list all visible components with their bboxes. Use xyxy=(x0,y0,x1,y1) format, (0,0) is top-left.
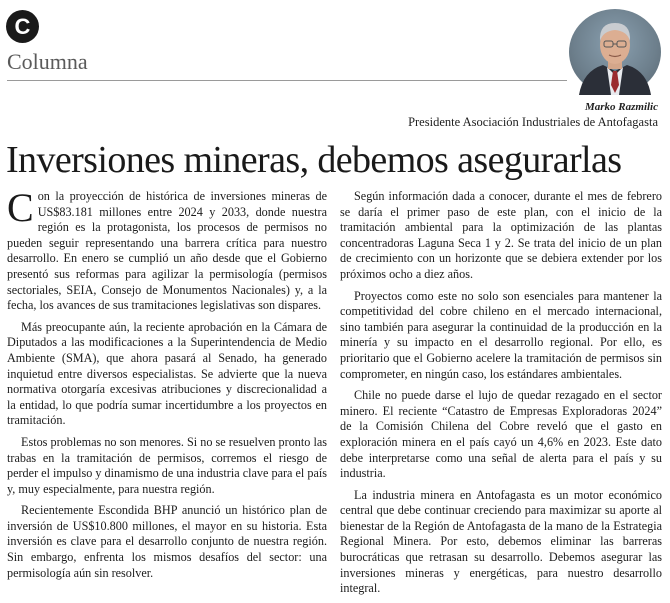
column-badge: C xyxy=(6,10,39,43)
paragraph: La industria minera en Antofagasta es un motor económico central que debe continuar creciendo para maximizar su aporte al bienestar de la Región de Antofagasta de la mano de la Estrategia Regional Minera. Por esto, debemos eliminar las barreras burocráticas que retrasan su desarrollo. Debemos asegurar las inversiones mineras y energéticas, para nuestro desarrollo integral. xyxy=(340,487,662,596)
article-headline: Inversiones mineras, debemos asegurarlas xyxy=(6,139,622,181)
paragraph: Más preocupante aún, la reciente aprobación en la Cámara de Diputados a las modificaciones a la Superintendencia de Medio Ambiente (SMA), que ahora pasará al Senado, ha generado inquietud entre diversos especialistas. Se advierte que la nueva normativa otorgaría excesivas atribuciones y discrecionalidad a la entidad, lo que podría sumar incertidumbre a los proyectos en tramitación. xyxy=(7,319,327,428)
paragraph: Recientemente Escondida BHP anunció un histórico plan de inversión de US$10.800 millones, el mayor en su historia. Esta inversión es clave para el desarrollo conjunto de nuestra región. Sin embargo, enfrenta los mismos desafíos del sector: una permisología aún sin resolver. xyxy=(7,503,327,580)
section-label: Columna xyxy=(7,49,88,74)
article-column-left xyxy=(7,185,327,587)
paragraph: Estos problemas no son menores. Si no se resuelven pronto las trabas en la tramitación de permisos, corremos el riesgo de perder el impulso y dinamismo de una industria clave para el país y, muy especialmente, para nuestra región. xyxy=(7,434,327,496)
drop-cap: C xyxy=(7,185,34,230)
paragraph: Proyectos como este no solo son esenciales para mantener la competitividad del cobre chileno en el mercado internacional, sino también para asegurar la continuidad de la producción en la minería y su impacto en el desarrollo regional. Por ello, es prioritario que el Gobierno acelere la tramitación de permisos sin comprometer, en ningún caso, los estándares ambientales. xyxy=(340,288,662,381)
author-photo xyxy=(569,9,661,95)
author-role: Presidente Asociación Industriales de Antofagasta xyxy=(408,115,658,129)
paragraph: Según información dada a conocer, durante el mes de febrero se daría el primer paso de este plan, con el inicio de la tramitación ambiental para la optimización de las plantas concentradoras Laguna Seca 1 y 2. Se trata del inicio de un plan de crecimiento con un horizonte que se debiera extender por los próximos ocho a diez años. xyxy=(340,189,662,281)
header-divider xyxy=(7,80,567,81)
author-name: Marko Razmilic xyxy=(584,101,658,113)
paragraph: Con la proyección de histórica de inversiones mineras de US$83.181 millones entre 2024 y 2033, donde nuestra región es la protagonista, los procesos de permisos no pueden seguir representando una barrera crítica para nuestro desarrollo. En enero se cumplió un año desde que el Gobierno presentó sus reformas para agilizar la permisología (permisos sectoriales, SEIA, Consejo de Monumentos Nacionales) y, a la fecha, los avances de sus tramitaciones legislativas son dispares. xyxy=(7,185,327,313)
article-column-right xyxy=(340,189,662,603)
paragraph: Chile no puede darse el lujo de quedar rezagado en el sector minero. El reciente “Catastro de Empresas Exploradoras 2024” de la Comisión Chilena del Cobre reveló que el gasto en exploración minera en el país cayó un 4,6% en 2023. Este dato debe interpretarse como una señal de alerta para el país y su industria. xyxy=(340,388,662,481)
byline xyxy=(408,101,658,130)
